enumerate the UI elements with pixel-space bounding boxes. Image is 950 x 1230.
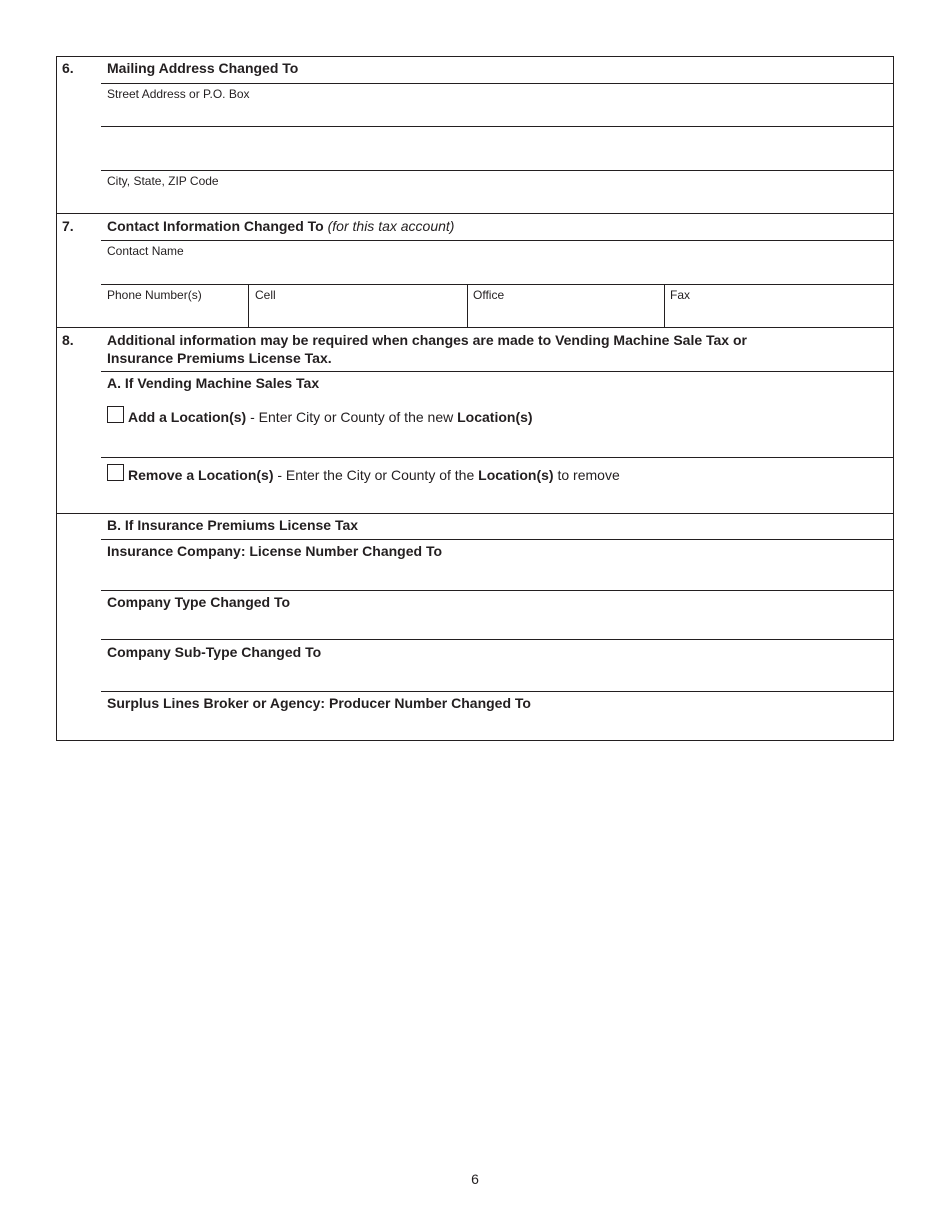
section-8-number: 8. <box>62 332 74 348</box>
fax-label: Fax <box>670 288 691 302</box>
license-number-label: Insurance Company: License Number Changed To <box>107 543 443 559</box>
divider <box>101 691 894 692</box>
divider <box>101 590 894 591</box>
license-number-field[interactable] <box>102 562 892 589</box>
phone-numbers-label: Phone Number(s) <box>107 288 202 302</box>
company-subtype-field[interactable] <box>102 663 892 690</box>
company-subtype-label: Company Sub-Type Changed To <box>107 644 322 660</box>
fax-field[interactable] <box>665 285 892 327</box>
divider <box>101 539 894 540</box>
street-address-field-1[interactable] <box>102 84 892 126</box>
city-state-zip-field[interactable] <box>102 171 892 213</box>
section-divider <box>56 327 894 328</box>
contact-name-field[interactable] <box>102 241 892 283</box>
section-divider <box>56 213 894 214</box>
add-location-checkbox[interactable] <box>107 406 124 423</box>
section-7-title: Contact Information Changed To (for this tax account) <box>107 218 455 234</box>
section-6-number: 6. <box>62 60 74 76</box>
divider <box>101 457 894 458</box>
part-a-heading: A. If Vending Machine Sales Tax <box>107 375 320 391</box>
section-6-title: Mailing Address Changed To <box>107 60 299 76</box>
page-number: 6 <box>471 1171 479 1187</box>
section-8-intro-line-1: Additional information may be required when changes are made to Vending Machine Sale Tax or <box>107 332 747 348</box>
contact-name-label: Contact Name <box>107 244 184 258</box>
street-address-field-2[interactable] <box>102 127 892 169</box>
section-8-intro-line-2: Insurance Premiums License Tax. <box>107 350 332 366</box>
office-field[interactable] <box>468 285 664 327</box>
part-b-heading: B. If Insurance Premiums License Tax <box>107 517 359 533</box>
company-type-label: Company Type Changed To <box>107 594 291 610</box>
street-address-label: Street Address or P.O. Box <box>107 87 250 101</box>
add-location-field[interactable] <box>102 430 892 456</box>
section-divider <box>56 513 894 514</box>
cell-label: Cell <box>255 288 276 302</box>
producer-number-field[interactable] <box>102 714 892 739</box>
remove-location-checkbox[interactable] <box>107 464 124 481</box>
producer-number-label: Surplus Lines Broker or Agency: Producer Number Changed To <box>107 695 531 711</box>
section-7-title-note: (for this tax account) <box>327 218 455 234</box>
office-label: Office <box>473 288 505 302</box>
divider <box>101 371 894 372</box>
company-type-field[interactable] <box>102 613 892 639</box>
section-7-number: 7. <box>62 218 74 234</box>
city-state-zip-label: City, State, ZIP Code <box>107 174 219 188</box>
remove-location-field[interactable] <box>102 488 892 512</box>
cell-field[interactable] <box>249 285 467 327</box>
divider <box>101 639 894 640</box>
add-location-label: Add a Location(s) - Enter City or County of the new Location(s) <box>128 409 533 425</box>
remove-location-label: Remove a Location(s) - Enter the City or County of the Location(s) to remove <box>128 467 620 483</box>
